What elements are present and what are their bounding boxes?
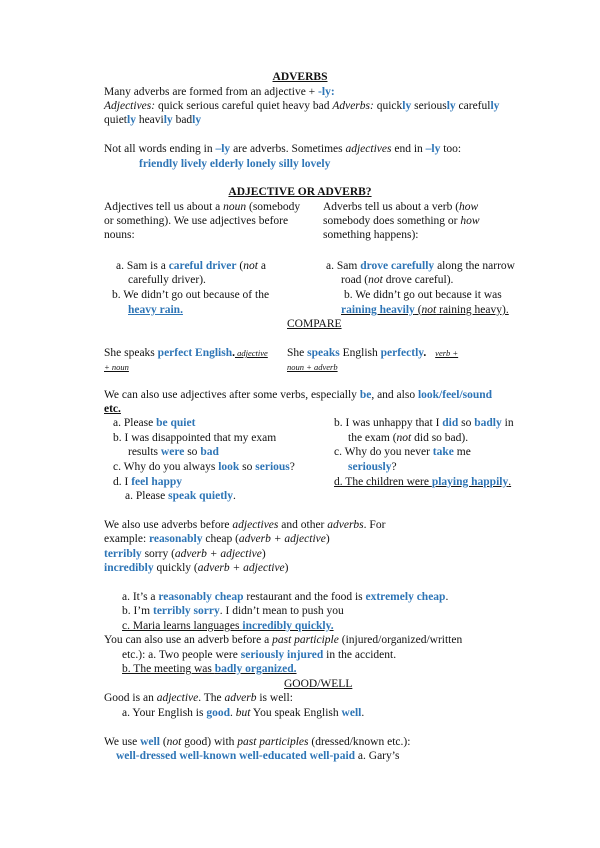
- text: not: [243, 260, 258, 272]
- highlight: take: [432, 446, 454, 458]
- text: .: [230, 707, 236, 719]
- text: drove careful).: [382, 274, 454, 286]
- text: c. Why do you always: [113, 461, 219, 473]
- example-line: [334, 475, 511, 489]
- suffix: –ly: [215, 143, 231, 155]
- note: noun + adverb: [287, 362, 338, 372]
- before-adj-line: [104, 518, 385, 532]
- text: (somebody: [246, 201, 301, 213]
- good-well-line: [122, 706, 364, 720]
- left-col-line: nouns:: [104, 229, 135, 241]
- text: a. Your English is: [122, 707, 207, 719]
- past-participle-line: [122, 648, 396, 662]
- example-line: b. We didn’t go out because of the: [112, 289, 270, 301]
- intro-line-1: [104, 85, 335, 99]
- text: somebody does something or: [323, 215, 461, 227]
- suffix: ly: [490, 100, 500, 112]
- text: end in: [391, 143, 426, 155]
- suffix: –ly: [425, 143, 441, 155]
- text: Adjectives tell us about a: [104, 201, 224, 213]
- text: did so bad).: [411, 432, 469, 444]
- highlight: drove carefully: [360, 260, 435, 272]
- highlight: look: [218, 461, 240, 473]
- adjective-list: quick serious careful quiet heavy bad: [155, 100, 333, 112]
- text: are adverbs. Sometimes: [230, 143, 346, 155]
- text: b. I was unhappy that I: [334, 417, 443, 429]
- text: past participles: [237, 736, 309, 748]
- highlight: seriously injured: [240, 649, 324, 661]
- example-line: carefully driver).: [128, 274, 206, 286]
- highlight: terribly: [104, 548, 142, 560]
- word: serious: [411, 100, 447, 112]
- suffix: ly: [127, 114, 136, 126]
- text: quickly (: [153, 562, 198, 574]
- highlight: seriously: [348, 461, 392, 473]
- text: past participle: [272, 634, 339, 646]
- right-col-line: [323, 200, 478, 214]
- suffix: ly: [163, 114, 173, 126]
- example-line: b. I was disappointed that my exam: [113, 432, 277, 444]
- highlight: perfectly: [380, 347, 424, 359]
- text: sorry (: [141, 548, 175, 560]
- note: + noun: [104, 362, 129, 372]
- highlight: careful driver: [168, 260, 237, 272]
- text: me: [453, 446, 471, 458]
- suffix: ly: [446, 100, 456, 112]
- text: along the narrow: [434, 260, 515, 272]
- text: a. Sam is a: [116, 260, 169, 272]
- text: the exam (: [348, 432, 397, 444]
- highlight: terribly sorry: [152, 605, 220, 617]
- text: (dressed/known etc.):: [308, 736, 411, 748]
- right-col-line: something happens):: [323, 229, 419, 241]
- text: (injured/organized/written: [338, 634, 463, 646]
- highlight: well-dressed well-known well-educated well-paid: [116, 750, 356, 762]
- good-well-line: [104, 735, 410, 749]
- example-line: [122, 590, 448, 604]
- highlight: well: [341, 707, 362, 719]
- adjectives-label: Adjectives:: [104, 100, 156, 112]
- text: .: [232, 347, 235, 359]
- example-line: [334, 416, 514, 430]
- compare-line-1: [104, 346, 268, 360]
- adverbs-label: Adverbs:: [332, 100, 374, 112]
- intro-line-2: [104, 99, 499, 113]
- highlight: were: [160, 446, 185, 458]
- text: in: [501, 417, 514, 429]
- text: in the accident.: [323, 649, 397, 661]
- text: You can also use an adverb before a: [104, 634, 273, 646]
- example-line: [128, 445, 219, 459]
- example-line: [113, 416, 195, 430]
- text: , and also: [371, 389, 418, 401]
- text: not: [421, 304, 437, 316]
- text: noun: [223, 201, 247, 213]
- compare-heading: COMPARE: [287, 318, 342, 330]
- highlight: did: [442, 417, 459, 429]
- text: d. The children were: [334, 476, 432, 488]
- good-well-line: [104, 691, 293, 705]
- text: d. I: [113, 476, 132, 488]
- word: quick: [373, 100, 403, 112]
- page-title: ADVERBS: [272, 71, 328, 83]
- text: a: [257, 260, 266, 272]
- after-verbs-line: etc.: [104, 403, 121, 415]
- text: ): [325, 533, 330, 545]
- word: heavi: [135, 114, 164, 126]
- text: English: [339, 347, 381, 359]
- text: so: [239, 461, 256, 473]
- not-all-line: [104, 142, 461, 156]
- suffix: ly: [192, 114, 202, 126]
- highlight: playing happily: [431, 476, 509, 488]
- text: road (: [341, 274, 369, 286]
- text: a. Gary’s: [355, 750, 400, 762]
- text: adverbs: [327, 519, 364, 531]
- text: ): [261, 548, 266, 560]
- text: (: [159, 736, 167, 748]
- highlight: incredibly quickly.: [242, 620, 334, 632]
- word: quiet: [104, 114, 127, 126]
- text: She speaks: [104, 347, 158, 359]
- note: verb +: [435, 348, 459, 358]
- highlight: reasonably cheap: [158, 591, 244, 603]
- text: so: [458, 417, 475, 429]
- text: Adverbs tell us about a verb (: [323, 201, 460, 213]
- example-line: b. We didn’t go out because it was: [344, 289, 502, 301]
- text: adverb: [224, 692, 257, 704]
- highlight: well: [140, 736, 160, 748]
- text: adjectives: [345, 143, 392, 155]
- text: .: [232, 490, 236, 502]
- highlight: incredibly: [104, 562, 154, 574]
- after-verbs-line: [104, 388, 492, 402]
- text: Good is an: [104, 692, 157, 704]
- text: (: [414, 304, 422, 316]
- highlight: badly: [474, 417, 502, 429]
- right-col-line: [323, 214, 480, 228]
- text: results: [128, 446, 161, 458]
- highlight: bad: [200, 446, 219, 458]
- highlight: good: [206, 707, 231, 719]
- highlight: serious: [255, 461, 290, 473]
- text: b. I’m: [122, 605, 153, 617]
- example-line: [116, 259, 266, 273]
- text: .: [361, 707, 365, 719]
- text: b. The meeting was: [122, 663, 215, 675]
- past-participle-line: [104, 633, 462, 647]
- text: You speak English: [250, 707, 342, 719]
- before-adj-line: [104, 532, 330, 546]
- text: Many adverbs are formed from an adjective +: [104, 86, 319, 98]
- text: We use: [104, 736, 141, 748]
- text: .: [445, 591, 449, 603]
- text: ): [284, 562, 289, 574]
- text: but: [235, 707, 251, 719]
- text: a. Please: [113, 417, 157, 429]
- text: . The: [198, 692, 225, 704]
- text: not: [396, 432, 412, 444]
- text: a. Sam: [326, 260, 361, 272]
- left-col-line: [104, 200, 300, 214]
- text: Not all words ending in: [104, 143, 216, 155]
- highlight: be: [359, 389, 372, 401]
- word: bad: [172, 114, 193, 126]
- highlight: be quiet: [156, 417, 196, 429]
- text: c. Why do you never: [334, 446, 433, 458]
- example-line: [125, 489, 236, 503]
- highlight: speak quietly: [168, 490, 233, 502]
- compare-line-2: [287, 346, 458, 360]
- text: not: [368, 274, 383, 286]
- highlight: speaks: [307, 347, 340, 359]
- past-participle-line: [122, 662, 297, 676]
- example-line: [341, 303, 509, 317]
- word: careful: [455, 100, 491, 112]
- highlight: feel happy: [131, 476, 183, 488]
- ly-adjective-examples: friendly lively elderly lonely silly lovely: [139, 158, 331, 170]
- text: a. It’s a: [122, 591, 159, 603]
- good-well-heading: GOOD/WELL: [284, 678, 353, 690]
- text: . For: [363, 519, 386, 531]
- before-adj-line: [104, 561, 289, 575]
- highlight: extremely cheap: [365, 591, 446, 603]
- text: how: [460, 215, 480, 227]
- text: adverb + adjective: [238, 533, 326, 545]
- text: restaurant and the food is: [243, 591, 366, 603]
- text: .: [423, 347, 427, 359]
- left-col-line: or something). We use adjectives before: [104, 215, 289, 227]
- example-line: [326, 259, 515, 273]
- example-highlight: heavy rain.: [128, 304, 183, 316]
- text: and other: [278, 519, 328, 531]
- text: good) with: [181, 736, 238, 748]
- text: adjective: [156, 692, 199, 704]
- note: adjective: [234, 348, 268, 358]
- intro-line-3: [104, 113, 201, 127]
- text: adverb + adjective: [197, 562, 285, 574]
- example-line: [341, 273, 453, 287]
- text: example:: [104, 533, 150, 545]
- good-well-line: [116, 749, 399, 763]
- highlight: raining heavily: [341, 304, 415, 316]
- suffix: -ly:: [318, 86, 335, 98]
- text: so: [184, 446, 201, 458]
- text: c. Maria learns languages: [122, 620, 243, 632]
- text: ?: [391, 461, 397, 473]
- text: We can also use adjectives after some verbs, especially: [104, 389, 360, 401]
- text: adjectives: [232, 519, 279, 531]
- suffix: ly: [402, 100, 412, 112]
- example-line: [122, 619, 334, 633]
- highlight: look/feel/sound: [417, 389, 493, 401]
- highlight: badly organized.: [214, 663, 297, 675]
- section-heading: ADJECTIVE OR ADVERB?: [228, 186, 372, 198]
- text: . I didn’t mean to push you: [219, 605, 344, 617]
- example-line: [113, 460, 295, 474]
- text: cheap (: [202, 533, 239, 545]
- before-adj-line: [104, 547, 266, 561]
- text: too:: [440, 143, 462, 155]
- text: We also use adverbs before: [104, 519, 233, 531]
- text: how: [459, 201, 479, 213]
- text: .: [508, 476, 512, 488]
- highlight: perfect English: [157, 347, 233, 359]
- text: She: [287, 347, 308, 359]
- example-line: [334, 445, 471, 459]
- text: not: [166, 736, 182, 748]
- text: ?: [289, 461, 295, 473]
- text: is well:: [256, 692, 293, 704]
- text: adverb + adjective: [174, 548, 262, 560]
- text: (: [236, 260, 244, 272]
- text: raining heavy).: [436, 304, 509, 316]
- example-line: [348, 460, 397, 474]
- example-line: [122, 604, 344, 618]
- text: a. Please: [125, 490, 169, 502]
- text: etc.): a. Two people were: [122, 649, 241, 661]
- highlight: reasonably: [149, 533, 203, 545]
- example-line: [113, 475, 182, 489]
- example-line: [348, 431, 468, 445]
